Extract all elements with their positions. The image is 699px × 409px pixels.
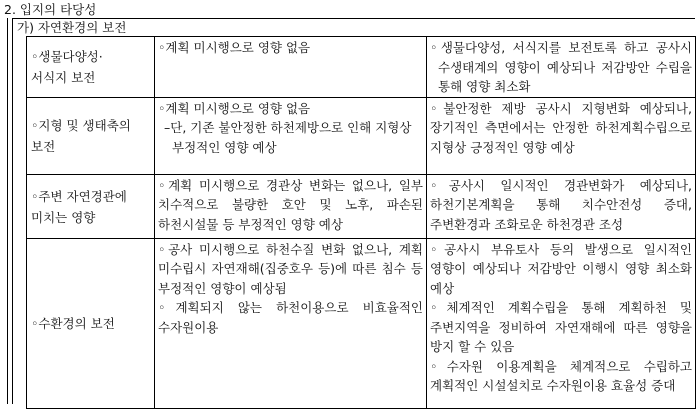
impact-note: –단, 기존 불안정한 하천제방으로 인해 지형상 부정적인 영향 예상 — [164, 120, 412, 155]
mitigation-text: ◦공사시 부유토사 등의 발생으로 일시적인 영향이 예상되나 저감방안 이행시 영향 최소화 예상 — [430, 241, 692, 296]
category-label: ◦생물다양성· 서식지 보전 — [31, 49, 103, 86]
mitigation-cell — [427, 97, 696, 174]
assessment-table — [26, 36, 696, 409]
mitigation-text: ◦공사시 일시적인 경관변화가 예상되나, 하천기본계획을 통해 치수안전성 증대, 주변환경과 조화로운 하천경관 조성 — [430, 177, 692, 232]
category-label: ◦지형 및 생태축의 보전 — [31, 118, 131, 154]
table-row — [27, 97, 696, 174]
category-label: ◦주변 자연경관에 미치는 영향 — [31, 188, 127, 225]
category-cell — [27, 174, 155, 238]
mitigation-text: ◦불안정한 제방 공사시 지형변화 예상되나, 장기적인 측면에서는 안정한 하천계획수립으로 지형상 긍정적인 영향 예상 — [430, 100, 692, 155]
mitigation-text: ◦생물다양성, 서식지를 보전토록 하고 공사시 수생태계의 영향이 예상되나 저감방안 수립을 통해 영향 최소화 — [430, 40, 692, 94]
subsection-heading: 가) 자연환경의 보전 — [17, 20, 127, 35]
table-row — [27, 238, 696, 408]
category-label: ◦수환경의 보전 — [31, 316, 115, 331]
mitigation-cell — [427, 174, 696, 238]
impact-cell — [155, 97, 427, 174]
table-row — [27, 174, 696, 238]
impact-text: ◦계획되지 않는 하천이용으로 비효율적인 수자원이용 — [158, 300, 423, 335]
mitigation-text: ◦수자원 이용계획을 체계적으로 수립하고 계획적인 시설설치로 수자원이용 효율성 증대 — [430, 358, 692, 393]
left-rule — [7, 18, 8, 404]
mitigation-cell — [427, 37, 696, 98]
impact-cell — [155, 174, 427, 238]
impact-text: ◦공사 미시행으로 하천수질 변화 없으나, 계획 미수립시 자연재해(집중호우 등)에 따른 침수 등 부정적인 영향이 예상됨 — [158, 241, 423, 296]
category-cell — [27, 238, 155, 408]
category-cell — [27, 97, 155, 174]
table-row — [27, 37, 696, 98]
impact-text: ◦계획 미시행으로 영향 없음 — [158, 40, 311, 55]
impact-text: ◦계획 미시행으로 영향 없음 — [158, 100, 311, 116]
impact-cell — [155, 37, 427, 98]
category-cell — [27, 37, 155, 98]
impact-cell — [155, 238, 427, 408]
impact-text: ◦계획 미시행으로 경관상 변화는 없으나, 일부 치수적으로 불량한 호안 및 노후, 파손된 하천시설물 등 부정적인 영향 예상 — [158, 177, 423, 232]
mitigation-cell — [427, 238, 696, 408]
section-title: 2. 입지의 타당성 — [4, 2, 97, 17]
mitigation-text: ◦체계적인 계획수립을 통해 계획하천 및 주변지역을 정비하여 자연재해에 따른 영향을 방지 할 수 있음 — [430, 300, 692, 354]
